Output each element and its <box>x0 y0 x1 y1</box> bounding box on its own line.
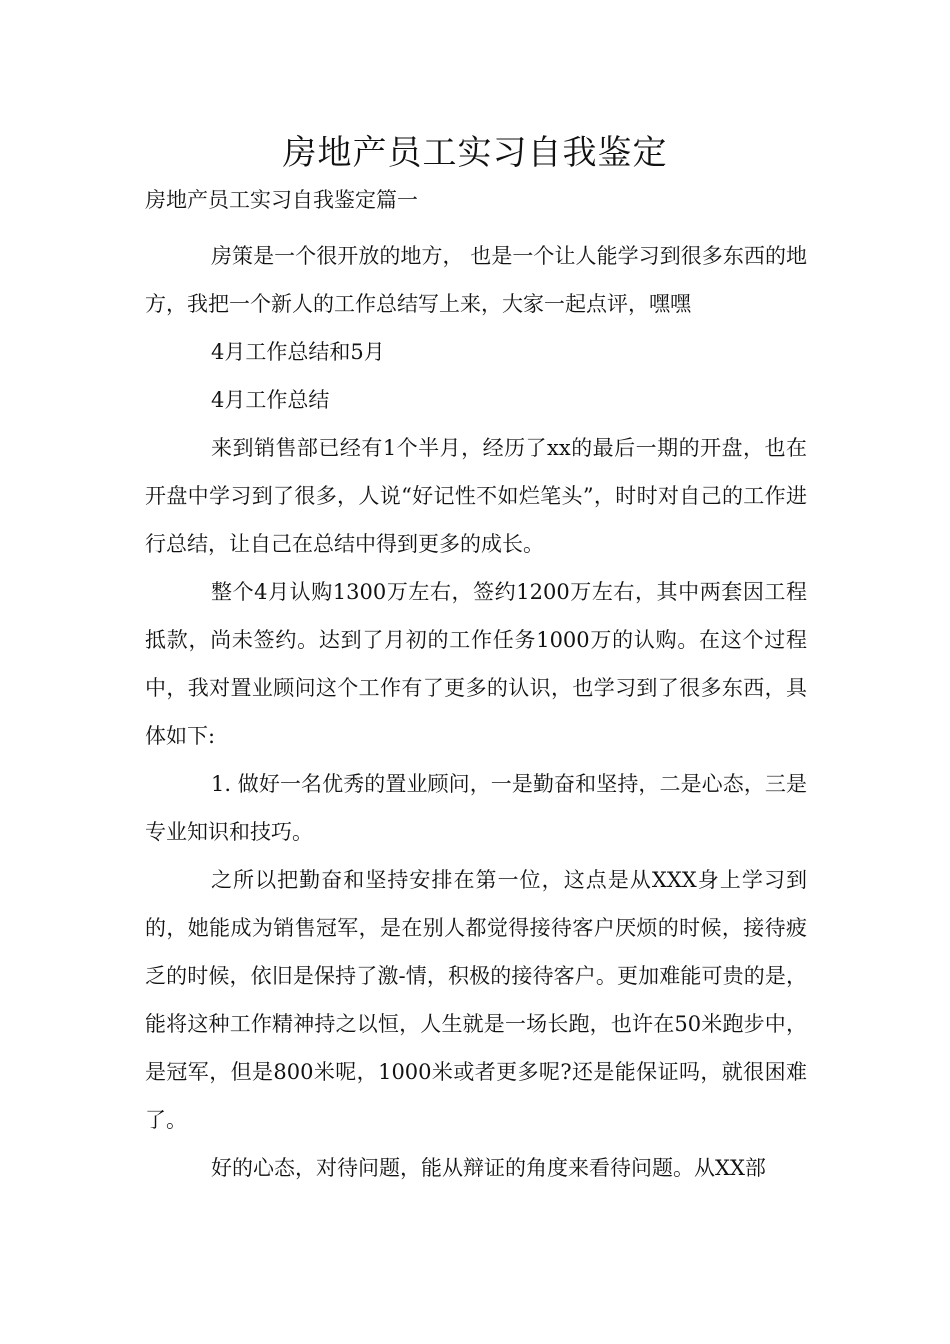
paragraph-heading-april: 4月工作总结 <box>211 388 330 412</box>
paragraph-attitude: 好的心态，对待问题，能从辩证的角度来看待问题。从XX部 <box>211 1156 766 1180</box>
paragraph-diligence: 之所以把勤奋和坚持安排在第一位，这点是从XXX身上学习到的，她能成为销售冠军，是在别人都觉得接待客户厌烦的时候，接待疲乏的时候，依旧是保持了激-情，积极的接待客户。更加难能可贵的是，能将这种工作精神持之以恒，人生就是一场长跑，也许在50米跑步中，是冠军，但是800米呢，1000米或者更多呢?还是能保证吗，就很困难了。 <box>145 868 807 1132</box>
paragraph-sales-department: 来到销售部已经有1个半月，经历了xx的最后一期的开盘，也在开盘中学习到了很多，人说“好记性不如烂笔头”，时时对自己的工作进行总结，让自己在总结中得到更多的成长。 <box>145 436 807 556</box>
paragraph-intro: 房策是一个很开放的地方， 也是一个让人能学习到很多东西的地方，我把一个新人的工作总结写上来，大家一起点评，嘿嘿 <box>145 244 807 316</box>
paragraph-april-results: 整个4月认购1300万左右，签约1200万左右，其中两套因工程抵款，尚未签约。达到了月初的工作任务1000万的认购。在这个过程中，我对置业顾问这个工作有了更多的认识，也学习到了很多东西，具体如下: <box>145 580 807 748</box>
document-title: 房地产员工实习自我鉴定 <box>282 133 668 173</box>
document-body <box>145 232 807 1192</box>
document-subtitle: 房地产员工实习自我鉴定篇一 <box>145 188 418 212</box>
paragraph-point-one: 1. 做好一名优秀的置业顾问，一是勤奋和坚持，二是心态，三是专业知识和技巧。 <box>145 772 807 844</box>
paragraph-heading-april-may: 4月工作总结和5月 <box>211 340 385 364</box>
